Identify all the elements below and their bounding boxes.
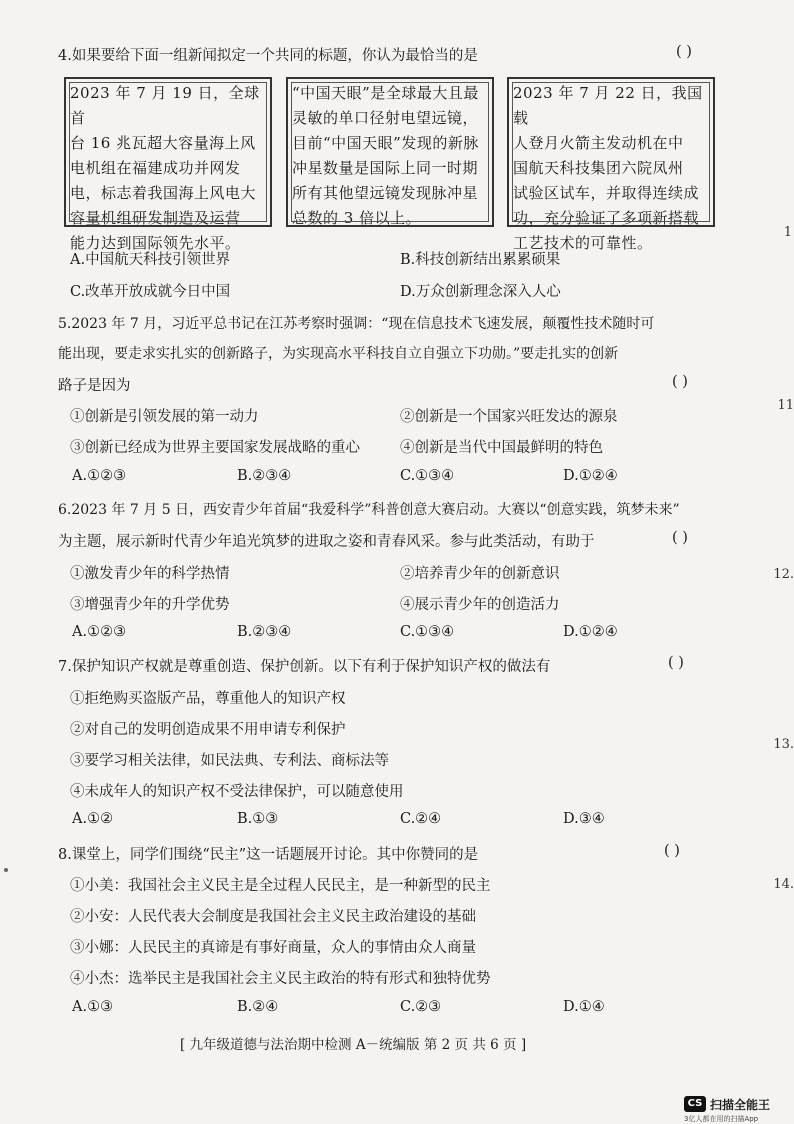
news-box-1: 2023 年 7 月 19 日，全球首 台 16 兆瓦超大容量海上风 电机组在福建成功并网发 电，标志着我国海上风电大 容量机组研发制造及运营 能力达到国际领先水平。 [64,77,272,227]
q6-option-a[interactable]: A.①②③ [72,624,127,640]
q4-news-boxes [64,77,744,252]
scanner-tagline: 3亿人都在用的扫描App [684,1115,759,1123]
q4-option-c[interactable]: C.改革开放成就今日中国 [70,284,231,300]
q5-item-3: ③创新已经成为世界主要国家发展战略的重心 [70,440,360,456]
q6-item-1: ①激发青少年的科学热情 [70,566,230,582]
q8-item-3: ③小娜：人民民主的真谛是有事好商量，众人的事情由众人商量 [70,940,476,956]
q8-option-c[interactable]: C.②③ [400,999,442,1015]
q4-option-a[interactable]: A.中国航天科技引领世界 [70,252,231,268]
q8-stem: 8.课堂上，同学们围绕“民主”这一话题展开讨论。其中你赞同的是 [58,847,479,863]
q6-answer-bracket: ( ) [672,530,688,546]
q7-option-c[interactable]: C.②④ [400,811,442,827]
q5-item-2: ②创新是一个国家兴旺发达的源泉 [400,409,618,425]
page-footer: [ 九年级道德与法治期中检测 A－统编版 第 2 页 共 6 页 ] [180,1037,527,1053]
q7-item-4: ④未成年人的知识产权不受法律保护，可以随意使用 [70,784,404,800]
q7-option-d[interactable]: D.③④ [563,811,605,827]
q5-item-1: ①创新是引领发展的第一动力 [70,409,259,425]
q8-item-2: ②小安：人民代表大会制度是我国社会主义民主政治建设的基础 [70,909,476,925]
q8-option-b[interactable]: B.②④ [237,999,279,1015]
q7-answer-bracket: ( ) [668,655,684,671]
q6-stem-line-2: 为主题，展示新时代青少年追光筑梦的进取之姿和青春风采。参与此类活动，有助于 [58,534,595,550]
q7-stem: 7.保护知识产权就是尊重创造、保护创新。以下有利于保护知识产权的做法有 [58,659,551,675]
q5-stem-line-3: 路子是因为 [58,378,131,394]
q5-option-a[interactable]: A.①②③ [72,468,127,484]
q5-option-c[interactable]: C.①③④ [400,468,455,484]
scanner-app-name: 扫描全能王 [710,1098,771,1112]
q4-stem: 4.如果要给下面一组新闻拟定一个共同的标题，你认为最恰当的是 [58,48,478,64]
edge-mark-4: 13. [773,737,794,752]
q5-stem-line-1: 5.2023 年 7 月，习近平总书记在江苏考察时强调：“现在信息技术飞速发展，颠覆性技术随时可 [58,316,655,332]
q6-item-3: ③增强青少年的升学优势 [70,597,230,613]
q6-item-2: ②培养青少年的创新意识 [400,566,560,582]
edge-mark-3: 12. [773,567,794,582]
edge-mark-5: 14. [773,877,794,892]
camscanner-logo-icon: CS [684,1096,706,1112]
news-box-3: 2023 年 7 月 22 日，我国载 人登月火箭主发动机在中 国航天科技集团六院凤州 试验区试车，并取得连续成 功，充分验证了多项新搭载 工艺技术的可靠性。 [507,77,715,227]
q6-stem-line-1: 6.2023 年 7 月 5 日，西安青少年首届“我爱科学”科普创意大赛启动。大赛以“创意实践，筑梦未来” [58,502,680,518]
scan-speck [4,868,8,872]
q7-item-1: ①拒绝购买盗版产品，尊重他人的知识产权 [70,691,346,707]
q8-item-1: ①小美：我国社会主义民主是全过程人民民主，是一种新型的民主 [70,878,491,894]
q6-option-d[interactable]: D.①②④ [563,624,618,640]
q7-item-2: ②对自己的发明创造成果不用申请专利保护 [70,722,346,738]
scanner-watermark [684,1094,794,1124]
q7-option-b[interactable]: B.①③ [237,811,279,827]
q7-item-3: ③要学习相关法律，如民法典、专利法、商标法等 [70,753,389,769]
news-box-2: “中国天眼”是全球最大且最 灵敏的单口径射电望远镜， 目前“中国天眼”发现的新脉 冲星数量是国际上同一时期 所有其他望远镜发现脉冲星 总数的 3 倍以上。 [286,77,494,227]
q4-answer-bracket: ( ) [676,44,692,60]
q8-option-d[interactable]: D.①④ [563,999,605,1015]
edge-mark-2: 11 [777,398,794,413]
edge-mark-1: 1 [783,225,792,240]
q5-option-b[interactable]: B.②③④ [237,468,292,484]
q4-option-b[interactable]: B.科技创新结出累累硕果 [400,252,561,268]
q5-answer-bracket: ( ) [672,374,688,390]
q6-option-c[interactable]: C.①③④ [400,624,455,640]
q5-item-4: ④创新是当代中国最鲜明的特色 [400,440,603,456]
q5-stem-line-2: 能出现，要走求实扎实的创新路子，为实现高水平科技自立自强立下功勋。”要走扎实的创新 [58,346,619,362]
q8-answer-bracket: ( ) [664,843,680,859]
q6-option-b[interactable]: B.②③④ [237,624,292,640]
q5-option-d[interactable]: D.①②④ [563,468,618,484]
q7-option-a[interactable]: A.①② [72,811,114,827]
q8-item-4: ④小杰：选举民主是我国社会主义民主政治的特有形式和独特优势 [70,971,491,987]
q4-option-d[interactable]: D.万众创新理念深入人心 [400,284,561,300]
q6-item-4: ④展示青少年的创造活力 [400,597,560,613]
q8-option-a[interactable]: A.①③ [72,999,114,1015]
